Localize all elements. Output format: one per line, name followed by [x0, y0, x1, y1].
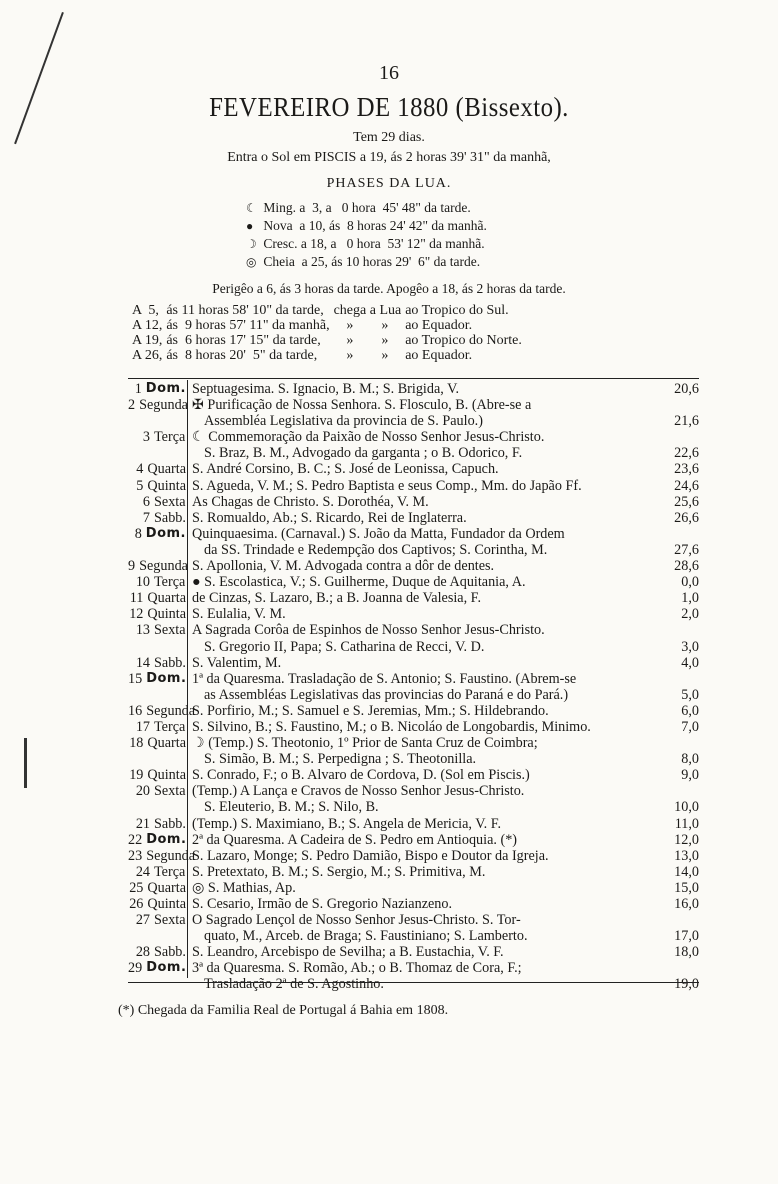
tropic-time: ás 6 horas 17' 15" da tarde, — [166, 333, 321, 348]
calendar-row — [128, 606, 699, 622]
page-number: 16 — [379, 62, 399, 84]
weekday: Quinta — [147, 477, 186, 494]
day-cell — [128, 622, 186, 654]
moon-age-value: 1,0 — [681, 590, 699, 607]
weekday: Dom. — [145, 525, 186, 541]
day-cell — [128, 429, 186, 461]
day-number: 26 — [129, 896, 144, 912]
day-cell — [128, 526, 186, 558]
saints-text — [186, 735, 659, 767]
tropic-day: A 12, — [132, 318, 163, 333]
calendar-row — [128, 397, 699, 429]
phase-text: Cheia a 25, ás 10 horas 29' 6" da tarde. — [263, 254, 481, 269]
day-cell — [128, 896, 186, 912]
day-number: 5 — [136, 477, 144, 494]
moon-age-value: 22,6 — [674, 445, 699, 462]
tropic-row — [132, 318, 526, 333]
weekday: Quinta — [147, 896, 186, 912]
saints-line: de Cinzas, S. Lazaro, B.; a B. Joanna de Valesia, F. — [192, 590, 481, 607]
day-number: 1 — [134, 381, 142, 397]
moon-age-value: 19,0 — [674, 976, 699, 993]
moon-age-value: 4,0 — [681, 654, 699, 671]
days-count: Tem 29 dias. — [353, 130, 425, 145]
tropic-row — [132, 333, 526, 348]
moon-age-value: 2,0 — [681, 606, 699, 623]
moon-age-value: 12,0 — [674, 831, 699, 848]
day-number: 16 — [128, 702, 143, 719]
day-number: 7 — [142, 509, 150, 526]
saints-text — [186, 944, 659, 960]
weekday: Dom. — [146, 960, 187, 976]
moon-age-value: 11,0 — [674, 815, 699, 832]
saints-text — [186, 461, 659, 477]
saints-line: (Temp.) A Lança e Cravos de Nosso Senhor Jesus-Christo. — [192, 783, 525, 800]
saints-text — [186, 880, 659, 896]
moon-age-value: 3,0 — [681, 638, 699, 655]
crescent-moon-icon: ☽ — [246, 237, 257, 251]
calendar-row — [128, 783, 699, 815]
weekday: Dom. — [146, 831, 187, 847]
moon-age-value: 21,6 — [674, 413, 699, 430]
calendar-row — [128, 558, 699, 574]
calendar-row — [128, 767, 699, 783]
weekday: Segunda — [139, 558, 188, 575]
day-cell — [128, 832, 186, 848]
day-cell — [128, 574, 186, 590]
new-moon-icon: ● — [246, 219, 254, 233]
saints-line: ◎ S. Mathias, Ap. — [192, 879, 296, 896]
saints-line: S. Silvino, B.; S. Faustino, M.; o B. Nicoláo de Longobardis, Minimo. — [192, 718, 591, 735]
day-cell — [128, 767, 186, 783]
tropic-time: ás 11 horas 58' 10" da tarde, — [166, 303, 324, 318]
weekday: Quinta — [147, 767, 186, 784]
calendar-row — [128, 461, 699, 477]
sun-entry: Entra o Sol em PISCIS a 19, ás 2 horas 39' 31" da manhã, — [227, 150, 551, 165]
calendar-row — [128, 912, 699, 944]
saints-line: S. Eulalia, V. M. — [192, 606, 286, 623]
saints-text — [186, 574, 659, 590]
saints-line: O Sagrado Lençol de Nosso Senhor Jesus-Christo. S. Tor- — [192, 912, 521, 929]
saints-line: Septuagesima. S. Ignacio, B. M.; S. Brigida, V. — [192, 381, 460, 397]
phase-text: Ming. a 3, a 0 hora 45' 48" da tarde. — [263, 200, 471, 215]
day-number: 11 — [129, 590, 144, 607]
saints-text — [186, 494, 659, 510]
saints-line: (Temp.) S. Maximiano, B.; S. Angela de Mericia, V. F. — [192, 815, 502, 832]
saints-line: ☾ Commemoração da Paixão de Nosso Senhor Jesus-Christo. — [192, 429, 545, 446]
moon-age-value: 6,0 — [681, 702, 699, 719]
calendar-row — [128, 880, 699, 896]
saints-line: as Assembléas Legislativas das provincias do Paraná e do Pará.) — [204, 686, 569, 703]
calendar-row — [128, 944, 699, 960]
day-cell — [128, 847, 196, 864]
weekday: Segunda — [146, 702, 196, 719]
tropic-time: ás 8 horas 20' 5" da tarde, — [166, 348, 318, 363]
weekday: Terça — [154, 574, 186, 591]
saints-line: S. Braz, B. M., Advogado da garganta ; o B. Odorico, F. — [204, 445, 523, 462]
day-number: 27 — [135, 912, 150, 929]
day-cell — [128, 478, 186, 494]
waning-moon-icon: ☾ — [246, 201, 257, 215]
saints-text — [186, 397, 659, 429]
weekday: Sabb. — [154, 509, 186, 526]
day-cell — [128, 590, 186, 606]
day-cell — [128, 558, 186, 574]
day-cell — [128, 880, 186, 896]
tropic-place: ao Tropico do Norte. — [405, 333, 522, 348]
saints-text — [186, 960, 659, 992]
phase-full — [246, 254, 480, 270]
weekday: Sexta — [154, 912, 186, 929]
calendar-row — [128, 896, 699, 912]
day-number: 17 — [135, 718, 150, 735]
saints-text — [186, 832, 659, 848]
day-cell — [128, 381, 186, 397]
day-cell — [128, 655, 186, 671]
weekday: Quarta — [147, 461, 186, 478]
saints-text — [186, 671, 659, 703]
saints-line: ☽ (Temp.) S. Theotonio, 1º Prior de Santa Cruz de Coimbra; — [192, 735, 538, 752]
day-number: 6 — [142, 493, 150, 510]
saints-text — [186, 655, 659, 671]
saints-text — [186, 783, 659, 815]
calendar-row — [128, 960, 699, 992]
day-number: 22 — [128, 831, 143, 848]
saints-line: S. Lazaro, Monge; S. Pedro Damião, Bispo e Doutor da Igreja. — [192, 847, 549, 864]
calendar-row — [128, 735, 699, 767]
calendar-row — [128, 478, 699, 494]
saints-line: S. Leandro, Arcebispo de Sevilha; a B. Eustachia, V. F. — [192, 944, 504, 961]
calendar-row — [128, 526, 699, 558]
calendar-table — [128, 381, 699, 993]
perigee-line: Perigêo a 6, ás 3 horas da tarde. Apogêo a 18, ás 2 horas da tarde. — [212, 281, 566, 296]
phase-crescent — [246, 236, 485, 252]
day-number: 8 — [134, 525, 142, 542]
day-number: 18 — [129, 735, 144, 752]
saints-text — [186, 590, 659, 606]
calendar-row — [128, 510, 699, 526]
day-cell — [128, 671, 186, 703]
saints-text — [186, 848, 659, 864]
day-cell — [128, 735, 186, 767]
day-number: 29 — [128, 960, 143, 977]
full-moon-icon: ◎ — [246, 255, 257, 269]
tropic-place: ao Equador. — [405, 318, 473, 333]
saints-line: S. Porfirio, M.; S. Samuel e S. Jeremias, Mm.; S. Hildebrando. — [192, 702, 549, 719]
moon-age-value: 28,6 — [674, 558, 699, 575]
weekday: Quarta — [147, 879, 186, 896]
saints-text — [186, 896, 659, 912]
tropic-verb: » » — [346, 333, 389, 348]
moon-age-value: 0,0 — [681, 574, 699, 591]
saints-text — [186, 558, 659, 574]
calendar-row — [128, 429, 699, 461]
tropic-verb: » » — [346, 318, 389, 333]
page-title: FEVEREIRO DE 1880 (Bissexto). — [209, 92, 569, 122]
day-number: 3 — [142, 429, 150, 446]
saints-line: S. Gregorio II, Papa; S. Catharina de Recci, V. D. — [204, 638, 485, 655]
saints-line: S. Eleuterio, B. M.; S. Nilo, B. — [204, 799, 379, 816]
moon-age-value: 20,6 — [674, 381, 699, 397]
saints-line: 2ª da Quaresma. A Cadeira de S. Pedro em Antioquia. (*) — [192, 831, 518, 848]
saints-text — [186, 622, 659, 654]
moon-age-value: 27,6 — [674, 541, 699, 558]
weekday: Quinta — [147, 606, 186, 623]
moon-age-value: 25,6 — [674, 493, 699, 510]
saints-line: S. Valentim, M. — [192, 654, 282, 671]
phase-waning — [246, 200, 471, 216]
saints-text — [186, 767, 659, 783]
saints-line: A Sagrada Corôa de Espinhos de Nosso Senhor Jesus-Christo. — [192, 622, 545, 639]
calendar-top-rule — [128, 378, 699, 379]
moon-age-value: 16,0 — [674, 896, 699, 912]
weekday: Dom. — [145, 381, 186, 396]
day-number: 28 — [135, 944, 150, 961]
saints-text — [186, 816, 659, 832]
tropic-place: ao Equador. — [405, 348, 473, 363]
weekday: Dom. — [146, 670, 187, 686]
moon-age-value: 24,6 — [674, 477, 699, 494]
saints-line: S. Conrado, F.; o B. Alvaro de Cordova, D. (Sol em Piscis.) — [192, 767, 530, 784]
saints-line: da SS. Trindade e Redempção dos Captivos; S. Corintha, M. — [204, 541, 548, 558]
day-cell — [128, 783, 186, 815]
moon-age-value: 23,6 — [674, 461, 699, 478]
moon-age-value: 5,0 — [681, 686, 699, 703]
moon-age-value: 18,0 — [674, 944, 699, 961]
tropic-time: ás 9 horas 57' 11" da manhã, — [166, 318, 330, 333]
calendar-bottom-rule — [128, 982, 699, 983]
day-cell — [128, 719, 186, 735]
day-cell — [128, 960, 186, 992]
day-cell — [128, 702, 196, 719]
saints-text — [186, 429, 659, 461]
day-cell — [128, 461, 186, 477]
calendar-row — [128, 622, 699, 654]
calendar-row — [128, 381, 699, 397]
saints-text — [186, 606, 659, 622]
saints-line: S. André Corsino, B. C.; S. José de Leonissa, Capuch. — [192, 461, 499, 478]
day-number: 19 — [129, 767, 144, 784]
calendar-row — [128, 703, 699, 719]
day-cell — [128, 912, 186, 944]
footnote: (*) Chegada da Familia Real de Portugal á Bahia em 1808. — [118, 1003, 449, 1018]
margin-bar-mark — [24, 738, 27, 788]
saints-line: S. Pretextato, B. M.; S. Sergio, M.; S. Primitiva, M. — [192, 863, 486, 880]
saints-line: S. Simão, B. M.; S. Perpedigna ; S. Theotonilla. — [204, 751, 477, 768]
day-cell — [128, 944, 186, 960]
day-number: 4 — [136, 461, 144, 478]
tropic-row — [132, 348, 526, 363]
saints-text — [186, 864, 659, 880]
saints-line: 1ª da Quaresma. Trasladação de S. Antonio; S. Faustino. (Abrem-se — [192, 670, 577, 687]
day-number: 20 — [135, 783, 150, 800]
calendar-row — [128, 494, 699, 510]
calendar-row — [128, 671, 699, 703]
day-cell — [128, 494, 186, 510]
day-cell — [128, 864, 186, 880]
moon-age-value: 7,0 — [681, 718, 699, 735]
tropic-table — [132, 303, 526, 363]
tropic-row — [132, 303, 526, 318]
day-cell — [128, 606, 186, 622]
day-number: 2 — [128, 397, 136, 414]
weekday: Sexta — [154, 622, 186, 639]
tropic-verb: » » — [346, 348, 389, 363]
day-cell — [128, 510, 186, 526]
calendar-row — [128, 590, 699, 606]
day-cell — [128, 397, 186, 429]
moon-age-value: 9,0 — [681, 767, 699, 784]
saints-line: Assembléa Legislativa da provincia de S. Paulo.) — [204, 413, 483, 430]
moon-age-value: 10,0 — [674, 799, 699, 816]
calendar-row — [128, 832, 699, 848]
tropic-day: A 19, — [132, 333, 163, 348]
saints-line: As Chagas de Christo. S. Dorothéa, V. M. — [192, 493, 429, 510]
weekday: Sabb. — [154, 944, 186, 961]
calendar-row — [128, 719, 699, 735]
weekday: Sexta — [154, 783, 186, 800]
saints-line: ● S. Escolastica, V.; S. Guilherme, Duque de Aquitania, A. — [192, 574, 526, 591]
phase-text: Nova a 10, ás 8 horas 24' 42" da manhã. — [263, 218, 487, 233]
tropic-place: ao Tropico do Sul. — [405, 303, 509, 318]
calendar-row — [128, 864, 699, 880]
day-number: 25 — [129, 879, 144, 896]
saints-text — [186, 703, 659, 719]
weekday: Sabb. — [154, 815, 186, 832]
calendar-row — [128, 848, 699, 864]
moon-age-value: 26,6 — [674, 509, 699, 526]
day-number: 15 — [128, 670, 143, 687]
saints-line: quato, M., Arceb. de Braga; S. Faustiniano; S. Lamberto. — [204, 928, 528, 945]
saints-line: S. Romualdo, Ab.; S. Ricardo, Rei de Inglaterra. — [192, 509, 467, 526]
weekday: Terça — [154, 718, 186, 735]
weekday: Quarta — [147, 735, 186, 752]
calendar-row — [128, 655, 699, 671]
moon-age-value: 13,0 — [674, 847, 699, 864]
tropic-verb: chega a Lua — [333, 303, 402, 318]
weekday: Terça — [154, 429, 186, 446]
day-number: 21 — [135, 815, 150, 832]
saints-text — [186, 381, 659, 397]
weekday: Sabb. — [154, 654, 186, 671]
moon-age-value: 14,0 — [674, 863, 699, 880]
saints-text — [186, 510, 659, 526]
day-number: 14 — [135, 654, 150, 671]
calendar-row — [128, 816, 699, 832]
saints-line: S. Cesario, Irmão de S. Gregorio Nazianzeno. — [192, 896, 453, 912]
weekday: Terça — [154, 863, 186, 880]
day-number: 23 — [128, 847, 143, 864]
phases-title: PHASES DA LUA. — [326, 176, 452, 191]
day-number: 24 — [135, 863, 150, 880]
day-number: 12 — [129, 606, 144, 623]
phase-text: Cresc. a 18, a 0 hora 53' 12" da manhã. — [263, 236, 485, 251]
day-number: 13 — [135, 622, 150, 639]
weekday: Quarta — [147, 590, 186, 607]
saints-text — [186, 912, 659, 944]
tropic-day: A 5, — [132, 303, 159, 318]
weekday: Segunda — [146, 847, 196, 864]
saints-text — [186, 478, 659, 494]
day-number: 10 — [135, 574, 150, 591]
saints-text — [186, 526, 659, 558]
moon-age-value: 15,0 — [674, 879, 699, 896]
phase-new — [246, 218, 487, 234]
weekday: Sexta — [154, 493, 186, 510]
calendar-row — [128, 574, 699, 590]
saints-text — [186, 719, 659, 735]
saints-line: 3ª da Quaresma. S. Romão, Ab.; o B. Thomaz de Cora, F.; — [192, 960, 522, 977]
saints-line: Quinquaesima. (Carnaval.) S. João da Matta, Fundador da Ordem — [192, 525, 565, 542]
saints-line: S. Apollonia, V. M. Advogada contra a dôr de dentes. — [192, 558, 495, 575]
saints-line: S. Agueda, V. M.; S. Pedro Baptista e seus Comp., Mm. do Japão Ff. — [192, 477, 582, 494]
weekday: Segunda — [139, 397, 188, 414]
moon-age-value: 8,0 — [681, 751, 699, 768]
day-number: 9 — [128, 558, 136, 575]
saints-line: Trasladação 2ª de S. Agostinho. — [204, 976, 384, 993]
tropic-day: A 26, — [132, 348, 163, 363]
day-cell — [128, 816, 186, 832]
moon-age-value: 17,0 — [674, 928, 699, 945]
saints-line: ✠ Purificação de Nossa Senhora. S. Flosculo, B. (Abre-se a — [192, 397, 532, 414]
